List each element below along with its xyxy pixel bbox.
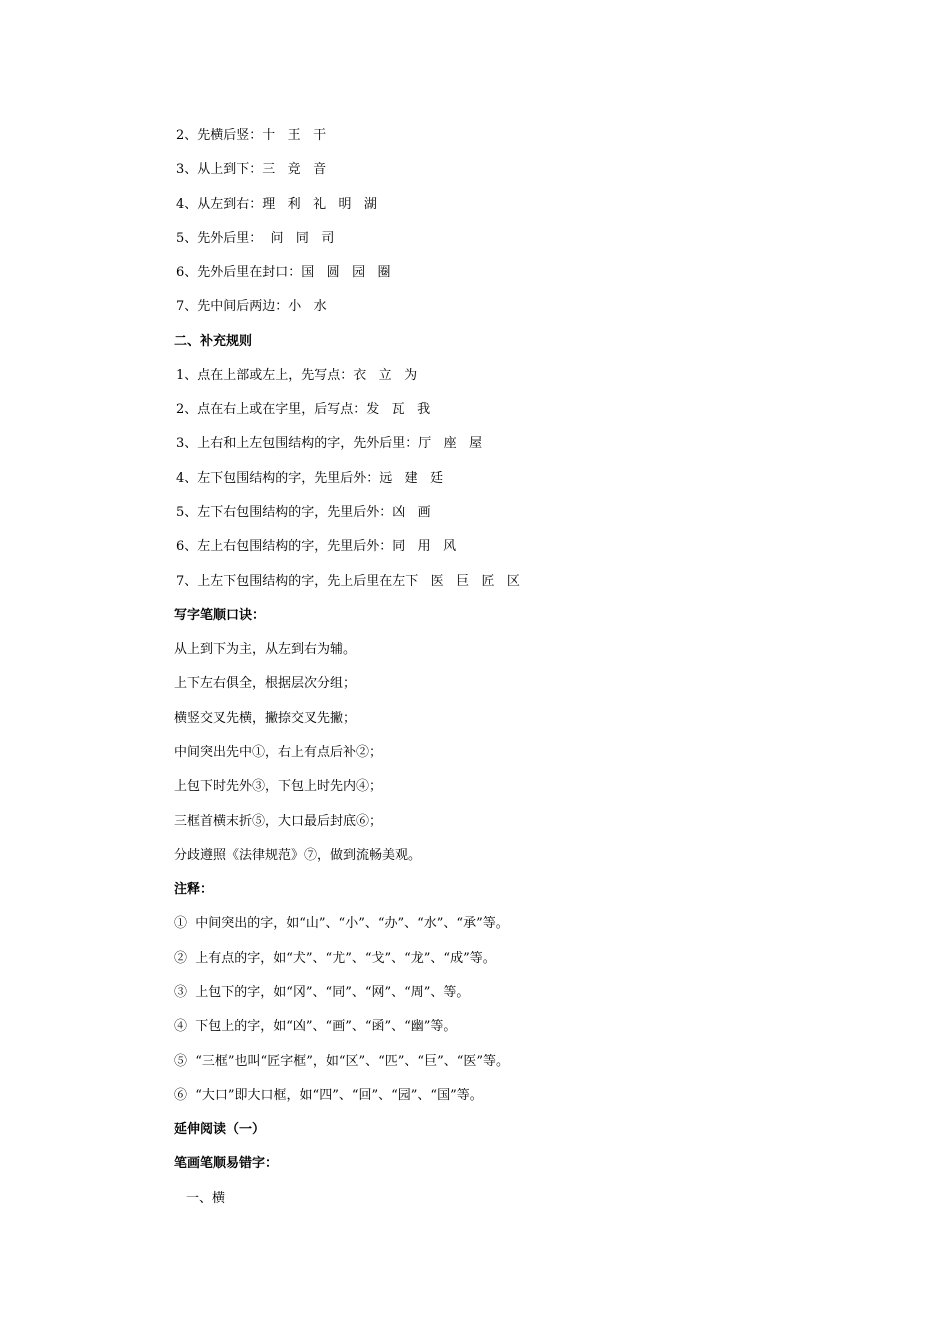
note-item: ② 上有点的字，如“犬”、“尤”、“戈”、“龙”、“成”等。: [174, 951, 496, 966]
rhyme-line: 中间突出先中①，右上有点后补②；: [174, 745, 383, 760]
note-item: ⑥ “大口”即大口框，如“四”、“回”、“园”、“国”等。: [174, 1088, 483, 1103]
note-item: ⑤ “三框”也叫“匠字框”，如“区”、“匹”、“巨”、“医”等。: [174, 1054, 510, 1069]
rhyme-line: 三框首横末折⑤，大口最后封底⑥；: [174, 814, 383, 829]
note-item: ④ 下包上的字，如“凶”、“画”、“函”、“幽”等。: [174, 1019, 457, 1034]
supplement-item: 2、点在右上或在字里，后写点：发 瓦 我: [176, 402, 431, 417]
rule-5: 5、先外后里： 问 同 司: [176, 231, 335, 246]
list-item-heng: 一、横: [186, 1191, 226, 1206]
rule-7: 7、先中间后两边：小 水: [176, 299, 327, 314]
rhyme-line: 从上到下为主，从左到右为辅。: [174, 642, 357, 657]
rule-4: 4、从左到右：理 利 礼 明 湖: [176, 197, 377, 212]
supplement-item: 5、左下右包围结构的字，先里后外：凶 画: [176, 505, 431, 520]
note-item: ③ 上包下的字，如“冈”、“同”、“网”、“周”、等。: [174, 985, 470, 1000]
supplement-item: 4、左下包围结构的字，先里后外：远 建 廷: [176, 471, 444, 486]
section-heading-rhyme: 写字笔顺口诀：: [174, 608, 266, 623]
rule-2: 2、先横后竖：十 王 干: [176, 128, 327, 143]
rule-6: 6、先外后里在封口：国 圆 园 圈: [176, 265, 391, 280]
section-heading-extended: 延伸阅读（一）: [174, 1122, 266, 1137]
rule-3: 3、从上到下：三 竞 音: [176, 162, 327, 177]
rhyme-line: 分歧遵照《法律规范》⑦，做到流畅美观。: [174, 848, 422, 863]
supplement-item: 1、点在上部或左上，先写点：衣 立 为: [176, 368, 418, 383]
supplement-item: 3、上右和上左包围结构的字，先外后里：厅 座 屋: [176, 436, 483, 451]
rhyme-line: 上包下时先外③，下包上时先内④；: [174, 779, 383, 794]
supplement-item: 6、左上右包围结构的字，先里后外：同 用 风: [176, 539, 457, 554]
note-item: ① 中间突出的字，如“山”、“小”、“办”、“水”、“承”等。: [174, 916, 509, 931]
rhyme-line: 横竖交叉先横，撇捺交叉先撇；: [174, 711, 357, 726]
section-subheading-errors: 笔画笔顺易错字：: [174, 1156, 279, 1171]
rhyme-line: 上下左右俱全，根据层次分组；: [174, 676, 357, 691]
section-heading-supplement: 二、补充规则: [174, 334, 253, 349]
section-heading-notes: 注释：: [174, 882, 214, 897]
supplement-item: 7、上左下包围结构的字，先上后里在左下 医 巨 匠 区: [176, 574, 520, 589]
